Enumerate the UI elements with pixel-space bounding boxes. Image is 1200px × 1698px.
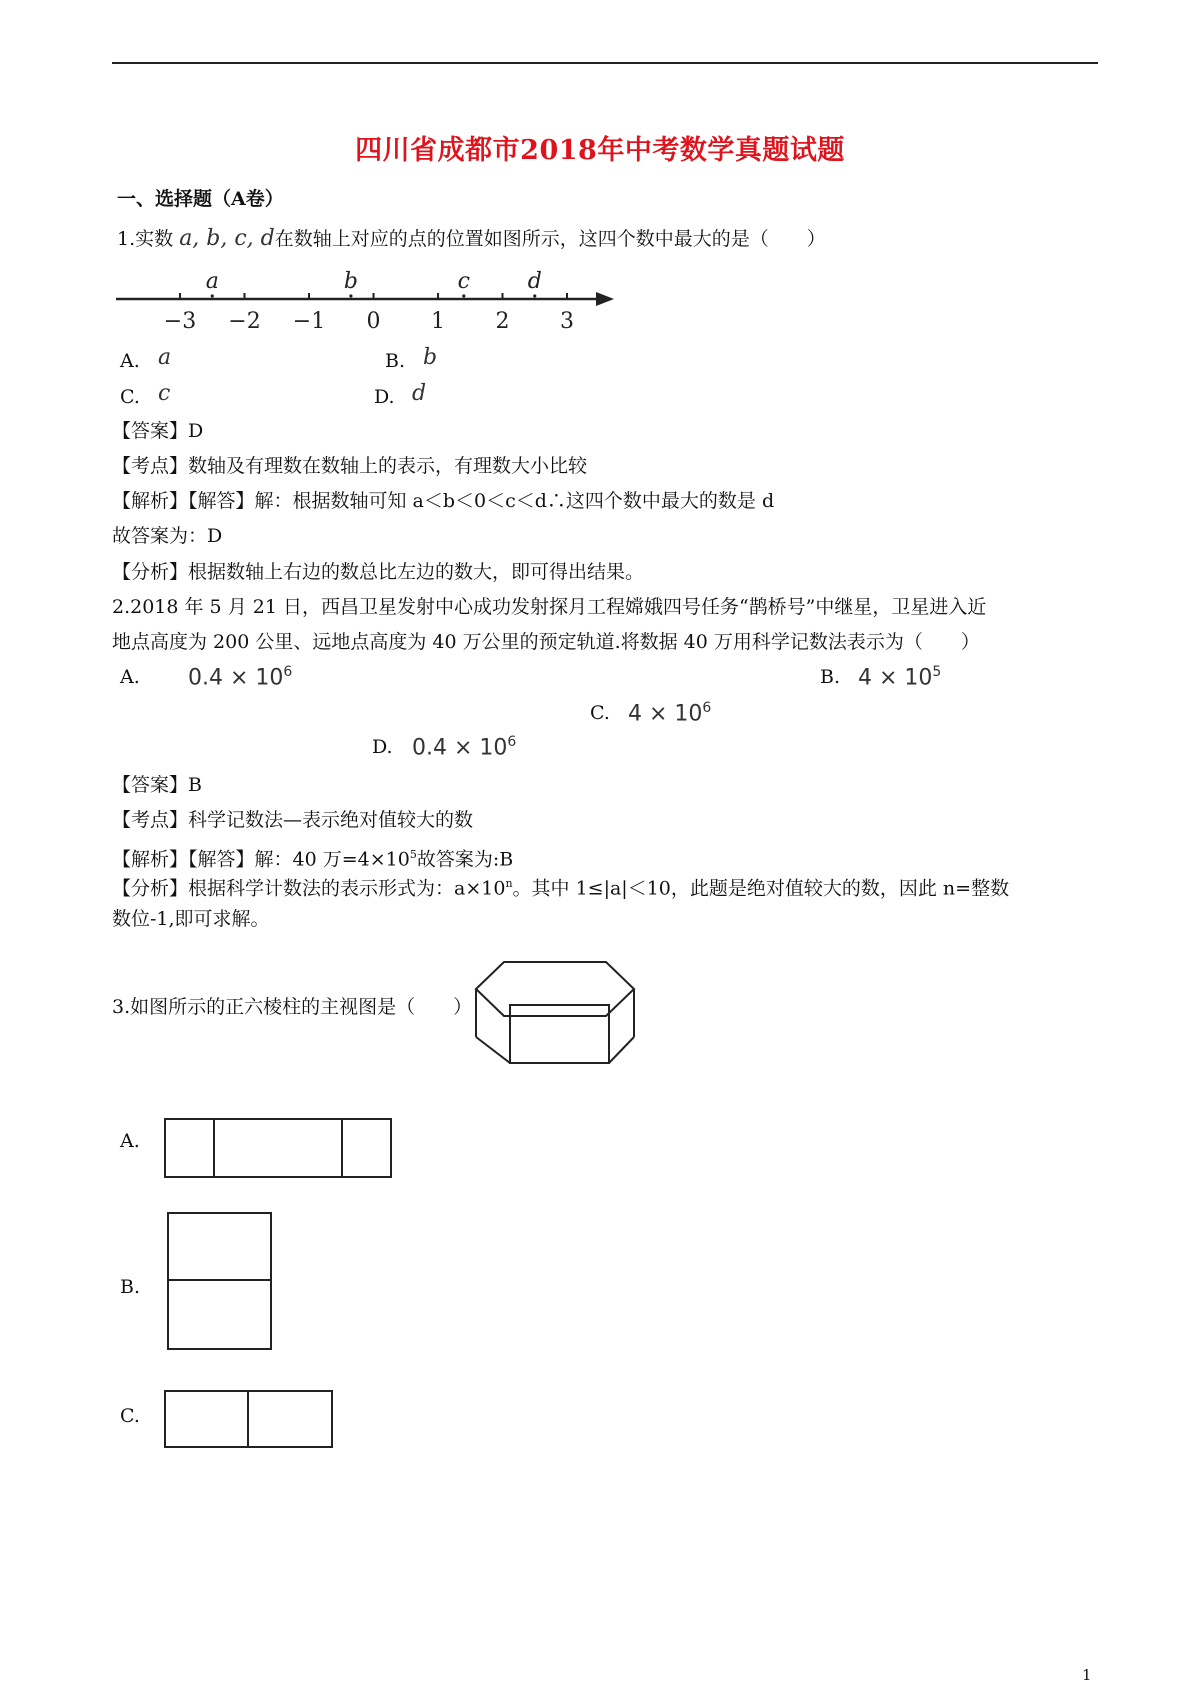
q2-answer: 【答案】B (112, 774, 202, 796)
q1-kaodian: 【考点】数轴及有理数在数轴上的表示，有理数大小比较 (112, 455, 588, 477)
q2-option-a-value: $0.4 \times 10^6$ (188, 664, 293, 691)
q1-option-c-key: C. (120, 386, 140, 408)
number-line-tick-label: −2 (228, 309, 261, 334)
q2-option-c-key: C. (590, 702, 610, 724)
q3-option-c-key: C. (120, 1405, 140, 1427)
q1-option-a-value: a (158, 345, 172, 370)
q3-option-b-key: B. (120, 1276, 141, 1298)
number-line-point (462, 294, 465, 297)
q1-gudaan: 故答案为：D (112, 525, 223, 547)
number-line-point (211, 294, 214, 297)
q2-option-b-value: $4 \times 10^5$ (858, 664, 942, 691)
q3-option-c-figure (162, 1388, 336, 1450)
page-number: 1 (1082, 1666, 1092, 1684)
q2-option-c-value: $4 \times 10^6$ (628, 700, 712, 727)
page-title: 四川省成都市2018年中考数学真题试题 (355, 135, 845, 166)
q2-option-d-key: D. (372, 736, 393, 758)
q3-option-b-figure (165, 1210, 275, 1352)
q1-option-d-value: d (412, 381, 427, 406)
q3-option-a-key: A. (120, 1130, 140, 1152)
number-line-point-label: c (457, 269, 470, 294)
q2-stem-line2: 地点高度为 200 公里、远地点高度为 40 万公里的预定轨道.将数据 40 万用科学记数法表示为（ ） (112, 631, 980, 653)
number-line-tick-label: −3 (163, 309, 197, 334)
q1-answer: 【答案】D (112, 420, 204, 442)
q1-number-line (112, 262, 622, 342)
q2-fenxi-line2: 数位-1,即可求解。 (112, 908, 270, 930)
q1-stem-prefix: 1.实数 (117, 228, 174, 250)
q2-jiexi: 【解析】【解答】解：40 万$=4\times 10^5$故答案为:B (112, 848, 514, 871)
q1-option-d-key: D. (374, 386, 395, 408)
number-line-point-label: b (343, 269, 358, 294)
number-line-tick-label: 1 (431, 309, 445, 334)
q1-jiexi: 【解析】【解答】解：根据数轴可知 a＜b＜0＜c＜d∴这四个数中最大的数是 d (112, 490, 775, 512)
q1-stem (117, 224, 826, 254)
number-line-point-label: a (205, 269, 219, 294)
q1-stem-vars: a, b, c, d (179, 226, 275, 251)
q1-fenxi: 【分析】根据数轴上右边的数总比左边的数大，即可得出结果。 (112, 561, 645, 583)
q1-option-a-key: A. (120, 350, 140, 372)
number-line-tick-label: 3 (560, 309, 574, 334)
q2-stem-line1: 2.2018 年 5 月 21 日，西昌卫星发射中心成功发射探月工程嫦娥四号任务“鹊桥号”中继星，卫星进入近 (112, 596, 987, 618)
number-line-point (349, 294, 352, 297)
number-line-point-label: d (527, 269, 542, 294)
q2-option-d-value: $0.4 \times 10^6$ (412, 734, 517, 761)
number-line-tick-label: −1 (292, 309, 326, 334)
section-heading: 一、选择题（A卷） (117, 188, 284, 210)
number-line-arrow (596, 292, 614, 306)
q3-option-a-figure (162, 1116, 394, 1180)
q1-option-b-value: b (423, 345, 438, 370)
hexagonal-prism-figure (470, 955, 640, 1067)
q1-option-c-value: c (158, 381, 171, 406)
q3-stem: 3.如图所示的正六棱柱的主视图是（ ） (112, 996, 473, 1018)
number-line-tick-label: 2 (495, 309, 510, 334)
header-rule (112, 62, 1098, 64)
q1-stem-suffix: 在数轴上对应的点的位置如图所示，这四个数中最大的是（ ） (274, 228, 826, 250)
q1-option-b-key: B. (385, 350, 406, 372)
q2-kaodian: 【考点】科学记数法—表示绝对值较大的数 (112, 809, 474, 831)
q2-option-b-key: B. (820, 666, 841, 688)
number-line-tick-label: 0 (366, 309, 381, 334)
number-line-point (533, 294, 536, 297)
q2-option-a-key: A. (120, 666, 140, 688)
q2-fenxi-line1: 【分析】根据科学计数法的表示形式为：$a\times 10^n$。其中 1≤|a|＜10，此题是绝对值较大的数，因此 n=整数 (112, 877, 1010, 900)
